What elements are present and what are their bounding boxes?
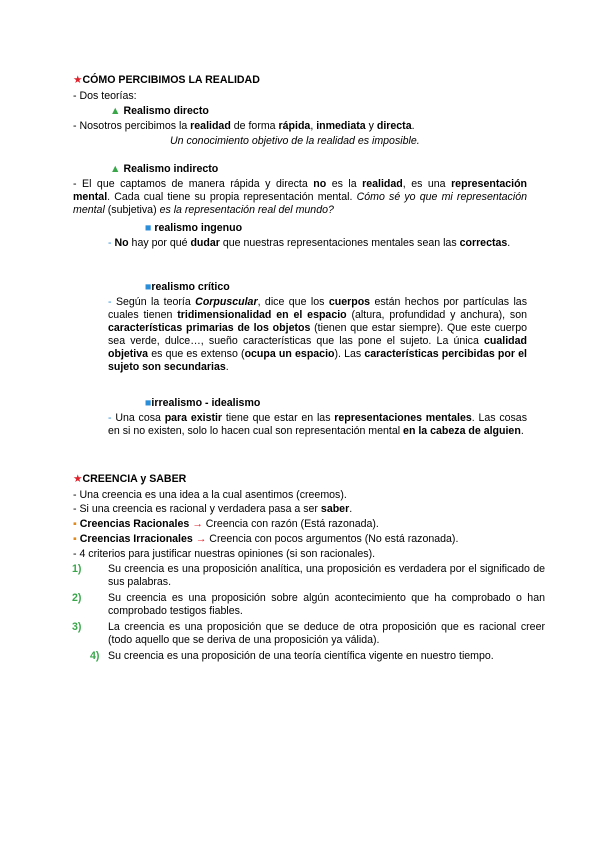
- realismo-critico-text: - Según la teoría Corpuscular, dice que los cuerpos están hechos por partículas las cuales tienen tridimensionalidad en el espacio (altura, profundidad y anchura), son características primarias de los objetos (tienen que estar siempre). Que este cuerpo sea verde, dulce…, sueño características que las pone el sujeto. La única cualidad objetiva es que es extenso (ocupa un espacio). Las características percibidas por el sujeto son secundarias.: [108, 296, 528, 373]
- criterion-item: 2) Su creencia es una proposición sobre algún acontecimiento que ha comprobado o han comprobado testigos fiables.: [72, 592, 545, 617]
- triangle-bullet-icon: ▲: [110, 105, 121, 117]
- star-icon: ★: [73, 473, 83, 485]
- intro-line: - Dos teorías:: [73, 90, 137, 102]
- criteria-intro: - 4 criterios para justificar nuestras opiniones (si son racionales).: [73, 548, 376, 560]
- triangle-bullet-icon: ▲: [110, 163, 121, 175]
- star-icon: ★: [73, 74, 83, 86]
- section-title: ★CÓMO PERCIBIMOS LA REALIDAD: [73, 74, 260, 86]
- realismo-directo-text: - Nosotros percibimos la realidad de forma rápida, inmediata y directa.: [73, 120, 415, 132]
- arrow-right-icon: →: [195, 533, 207, 545]
- section-title-creencia: ★CREENCIA y SABER: [73, 473, 187, 485]
- realismo-indirecto-text: - El que captamos de manera rápida y directa no es la realidad, es una representación mental. Cada cual tiene su propia representación mental. Cómo sé yo que mi representación mental (subjetiva) es la representación real del mundo?: [73, 178, 528, 216]
- creencias-irracionales: ▪ Creencias Irracionales → Creencia con pocos argumentos (No está razonada).: [73, 533, 459, 545]
- creencias-racionales: ▪ Creencias Racionales → Creencia con razón (Está razonada).: [73, 518, 379, 530]
- criterion-item: 1) Su creencia es una proposición analítica, una proposición es verdadera por el significado de sus palabras.: [72, 563, 545, 588]
- subheading-realismo-indirecto: ▲ Realismo indirecto: [110, 163, 219, 175]
- square-bullet-icon: ■: [145, 281, 152, 293]
- realismo-directo-note: Un conocimiento objetivo de la realidad es imposible.: [170, 135, 420, 147]
- irrealismo-text: - Una cosa para existir tiene que estar en las representaciones mentales. Las cosas en si no existen, solo lo hacen cual son representación mental en la cabeza de alguien.: [108, 412, 527, 437]
- subheading-realismo-ingenuo: ■ realismo ingenuo: [145, 222, 243, 234]
- subheading-realismo-directo: ▲ Realismo directo: [110, 105, 209, 117]
- subheading-realismo-critico: ■realismo crítico: [145, 281, 230, 293]
- arrow-right-icon: →: [192, 518, 203, 530]
- square-bullet-icon: ■: [145, 397, 152, 409]
- creencia-line-1: - Una creencia es una idea a la cual asentimos (creemos).: [73, 489, 347, 501]
- square-bullet-icon: ▪: [73, 518, 77, 530]
- square-bullet-icon: ■: [145, 222, 152, 234]
- subheading-irrealismo: ■irrealismo - idealismo: [145, 397, 261, 409]
- criterion-item: 4) Su creencia es una proposición de una teoría científica vigente en nuestro tiempo.: [90, 650, 494, 662]
- creencia-line-2: - Si una creencia es racional y verdadera pasa a ser saber.: [73, 503, 353, 515]
- realismo-ingenuo-text: - No hay por qué dudar que nuestras representaciones mentales sean las correctas.: [108, 237, 511, 249]
- criterion-item: 3) La creencia es una proposición que se deduce de otra proposición que es racional creer (todo aquello que se deriva de una proposición ya válida).: [72, 621, 545, 646]
- square-bullet-icon: ▪: [73, 533, 77, 545]
